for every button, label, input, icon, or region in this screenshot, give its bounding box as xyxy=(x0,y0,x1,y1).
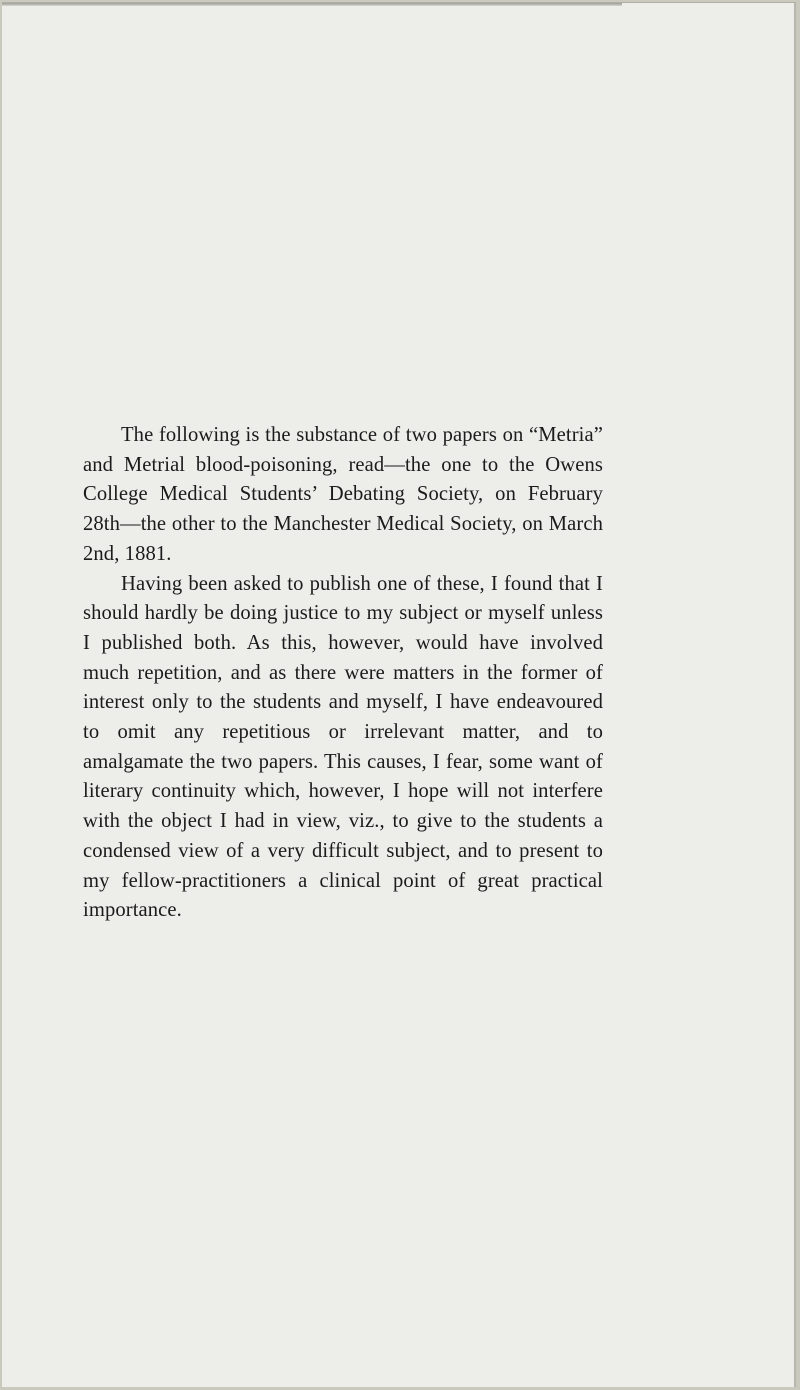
paragraph-2: Having been asked to publish one of these, I found that I should hardly be doing justice to my subject or myself unless I published both. As this, however, would have involved much repetition, and as there were matters in the former of interest only to the students and myself, I have endeavoured to omit any repetitious or irrelevant matter, and to amalgamate the two papers. This causes, I fear, some want of literary continuity which, however, I hope will not interfere with the object I had in view, viz., to give to the students a condensed view of a very difficult subject, and to present to my fellow-practitioners a clinical point of great practical importance. xyxy=(83,572,603,922)
document-page xyxy=(2,2,796,1387)
preface-text xyxy=(83,421,603,926)
paragraph-1: The following is the substance of two papers on “Metria” and Metrial blood-poisoning, read—the one to the Owens College Medical Students’ Debating Society, on February 28th—the other to the Manchester Medical Society, on March 2nd, 1881. xyxy=(83,424,603,565)
top-edge-shadow xyxy=(2,3,622,6)
